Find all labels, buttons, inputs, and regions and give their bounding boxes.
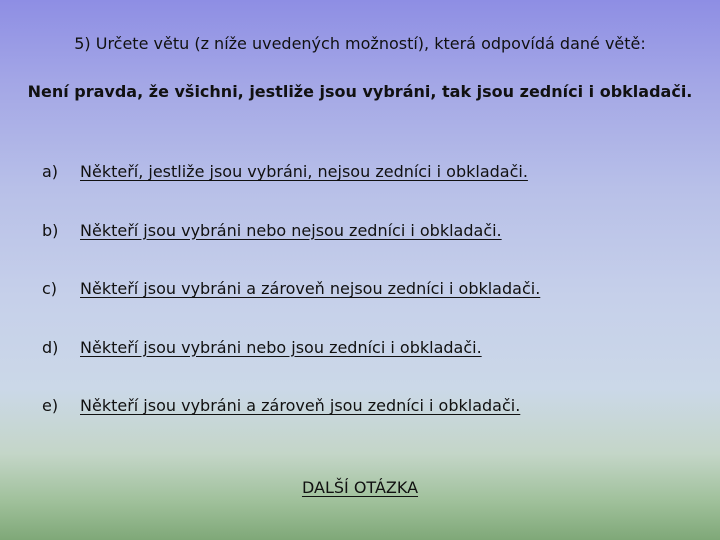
option-link-a[interactable]: Někteří, jestliže jsou vybráni, nejsou zedníci i obkladači. — [80, 162, 528, 181]
next-question-container — [0, 478, 720, 498]
option-link-d[interactable]: Někteří jsou vybráni nebo jsou zedníci i obkladači. — [80, 337, 482, 357]
option-letter: b) — [42, 220, 59, 240]
answer-option-c — [42, 279, 702, 338]
answer-option-b — [42, 221, 702, 280]
option-link-b[interactable]: Někteří jsou vybráni nebo nejsou zedníci i obkladači. — [80, 220, 502, 240]
answer-option-e — [42, 396, 702, 455]
option-link-c[interactable]: Někteří jsou vybráni a zároveň nejsou zedníci i obkladači. — [80, 279, 541, 298]
option-link-e[interactable]: Někteří jsou vybráni a zároveň jsou zedníci i obkladači. — [80, 396, 521, 415]
option-letter: c) — [42, 279, 58, 298]
option-letter: e) — [42, 396, 59, 415]
next-question-link[interactable]: DALŠÍ OTÁZKA — [301, 478, 419, 497]
question-statement: Není pravda, že všichni, jestliže jsou vybráni, tak jsou zedníci i obkladači. — [27, 82, 693, 101]
answer-option-d — [42, 338, 702, 397]
question-prompt: 5) Určete větu (z níže uvedených možností), která odpovídá dané větě: — [74, 34, 646, 53]
option-letter: d) — [42, 337, 59, 357]
option-letter: a) — [42, 162, 59, 181]
answer-option-a — [42, 162, 702, 221]
answer-options — [42, 162, 702, 455]
